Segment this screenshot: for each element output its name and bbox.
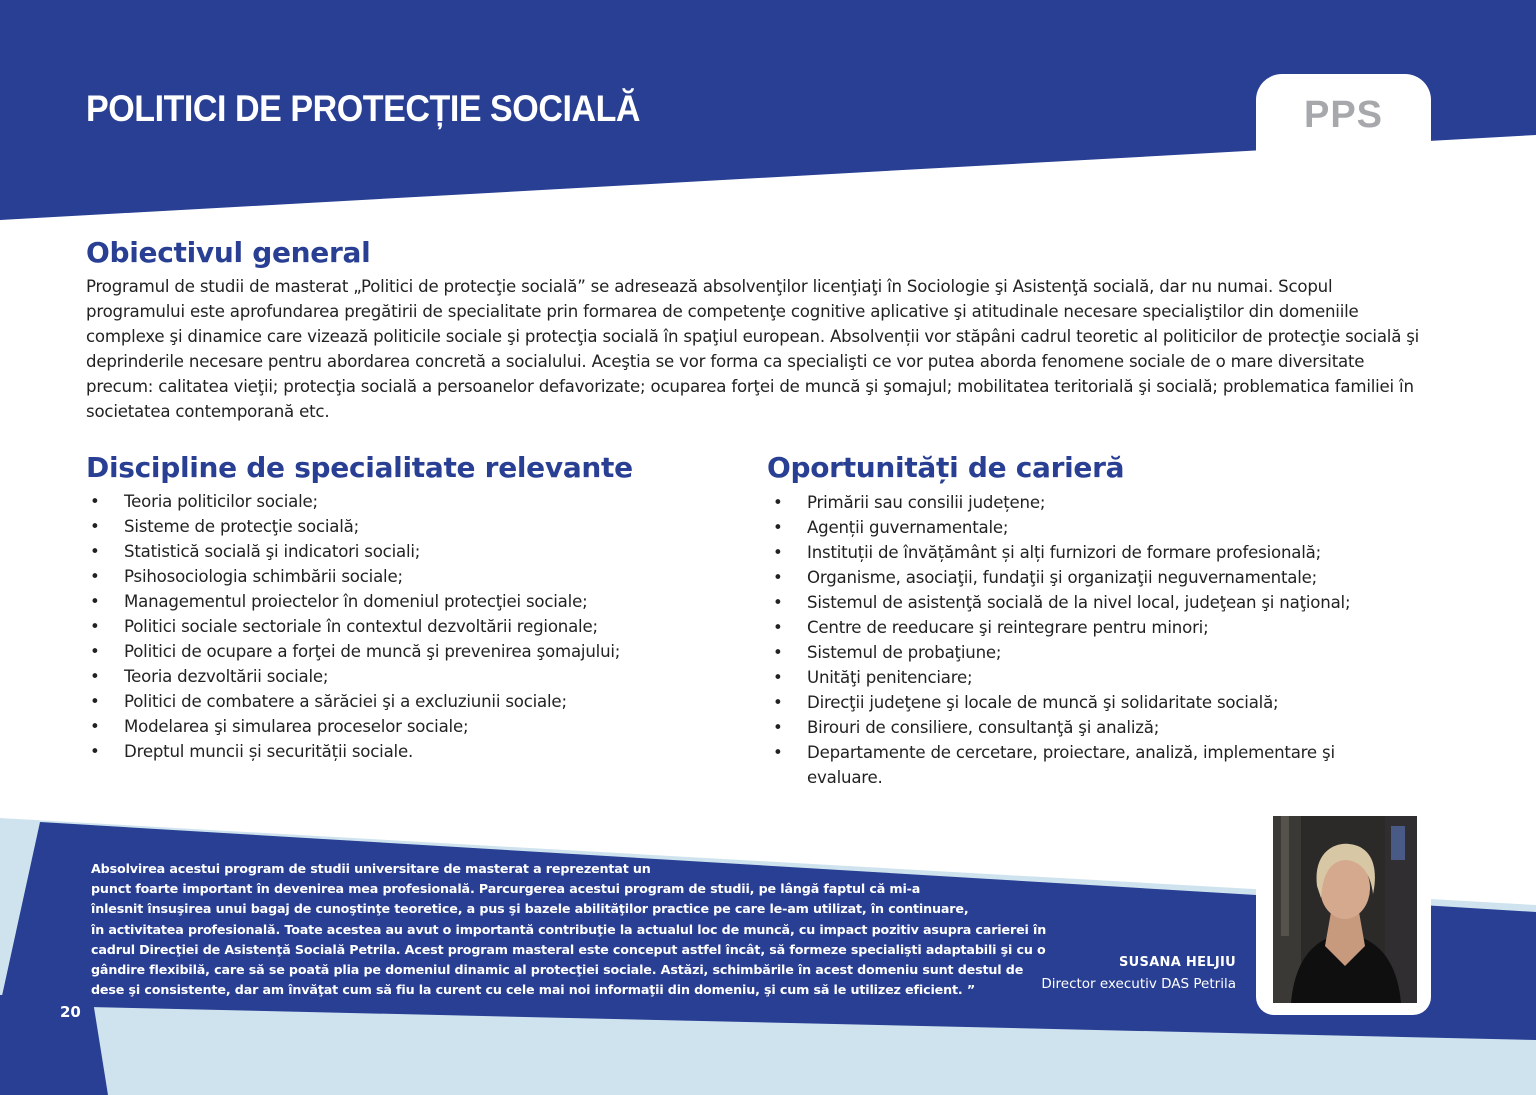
objective-text: Programul de studii de masterat „Politici de protecţie socială” se adresează absolvenţilor licenţiaţi în Sociologie şi Asistenţă socială, dar nu numai. Scopul programului este aprofundarea pregătirii de specialitate prin formarea de competenţe cognitive aplicative şi atitudinale necesare specialiştilor din domeniile complexe şi dinamice care vizează politicile sociale şi protecţia socială în spaţiul european. Absolvenții vor stăpâni cadrul teoretic al politicilor de protecţie socială şi deprinderile necesare pentru abordarea concretă a socialului. Aceştia se vor forma ca specialişti ce vor putea aborda fenomene sociale de o mare diversitate precum: calitatea vieţii; protecţia socială a persoanelor defavorizate; ocuparea forţei de muncă şi şomajul; mobilitatea teritorială şi socială; problematica familiei în societatea contemporană etc. [86,277,1420,421]
portrait-illustration [1273,816,1417,1003]
career-item: • Direcţii judeţene şi locale de muncă şi solidaritate socială; [769,690,1409,715]
testimonial-line: în activitatea profesională. Toate acestea au avut o importantă contribuţie la actualul loc de muncă, cu impact pozitiv asupra carierei în [91,921,1047,937]
author-role: Director executiv DAS Petrila [1041,976,1236,992]
testimonial-line: Absolvirea acestui program de studii universitare de masterat a reprezentat un [91,861,651,876]
left-wedge [0,995,108,1095]
author-photo [1273,816,1417,1003]
career-item: • Centre de reeducare şi reintegrare pentru minori; [769,615,1409,640]
author-photo-frame [1256,800,1431,1015]
testimonial-line: înlesnit însuşirea unui bagaj de cunoştinţe teoretice, a pus şi bazele abilităţilor practice pe care le-am utilizat, în continuare, [91,901,969,917]
testimonial-line: dese şi consistente, dar am învăţat cum să fiu la curent cu cele mai noi informaţii din domeniu, şi cum să le utilizez eficient. ” [91,982,976,998]
career-item: • Sistemul de asistenţă socială de la nivel local, judeţean şi naţional; [769,590,1409,615]
discipline-item: • Dreptul muncii și securității sociale. [86,739,726,764]
career-item: • Sistemul de probaţiune; [769,640,1409,665]
discipline-item: • Statistică socială şi indicatori sociali; [86,539,726,564]
career-item: • Agenții guvernamentale; [769,515,1409,540]
testimonial-line: gândire flexibilă, care să se poată plia pe domeniul dinamic al protecţiei sociale. Astăzi, schimbările în acest domeniu sunt destul de [91,962,1024,978]
careers-list [769,490,1409,790]
discipline-item: • Teoria dezvoltării sociale; [86,664,726,689]
career-item: • Birouri de consiliere, consultanţă şi analiză; [769,715,1409,740]
testimonial-line: punct foarte important în devenirea mea profesională. Parcurgerea acestui program de studii, pe lângă faptul că mi-a [91,881,921,897]
discipline-item: • Teoria politicilor sociale; [86,489,726,514]
career-item: • Primării sau consilii județene; [769,490,1409,515]
discipline-item: • Politici de ocupare a forţei de muncă şi prevenirea şomajului; [86,639,726,664]
objective-heading: Obiectivul general [86,236,371,269]
career-item: • Organisme, asociaţii, fundaţii şi organizaţii neguvernamentale; [769,565,1409,590]
program-tab-label: PPS [1303,94,1384,136]
discipline-item: • Politici sociale sectoriale în contextul dezvoltării regionale; [86,614,726,639]
page-title: POLITICI DE PROTECȚIE SOCIALĂ [86,88,641,129]
discipline-item: • Modelarea şi simularea proceselor sociale; [86,714,726,739]
disciplines-list [86,489,726,764]
testimonial-line: cadrul Direcţiei de Asistenţă Socială Petrila. Acest program masteral este conceput astfel încât, să formeze specialişti adaptabili şi cu o [91,941,1046,957]
career-item: • Unităţi penitenciare; [769,665,1409,690]
discipline-item: • Sisteme de protecţie socială; [86,514,726,539]
disciplines-heading: Discipline de specialitate relevante [86,451,633,484]
testimonial-quote [91,859,1047,1000]
discipline-item: • Psihosociologia schimbării sociale; [86,564,726,589]
page-number: 20 [60,1003,81,1021]
discipline-item: • Managementul proiectelor în domeniul protecţiei sociale; [86,589,726,614]
testimonial-author [1041,955,1236,992]
career-item: • Instituții de învățământ și alți furnizori de formare profesională; [769,540,1409,565]
career-item: • Departamente de cercetare, proiectare, analiză, implementare şi evaluare. [769,740,1409,790]
discipline-item: • Politici de combatere a sărăciei şi a excluziunii sociale; [86,689,726,714]
careers-heading: Oportunități de carieră [767,451,1125,484]
author-name: SUSANA HELJIU [1119,955,1236,970]
program-tab [1256,74,1431,164]
